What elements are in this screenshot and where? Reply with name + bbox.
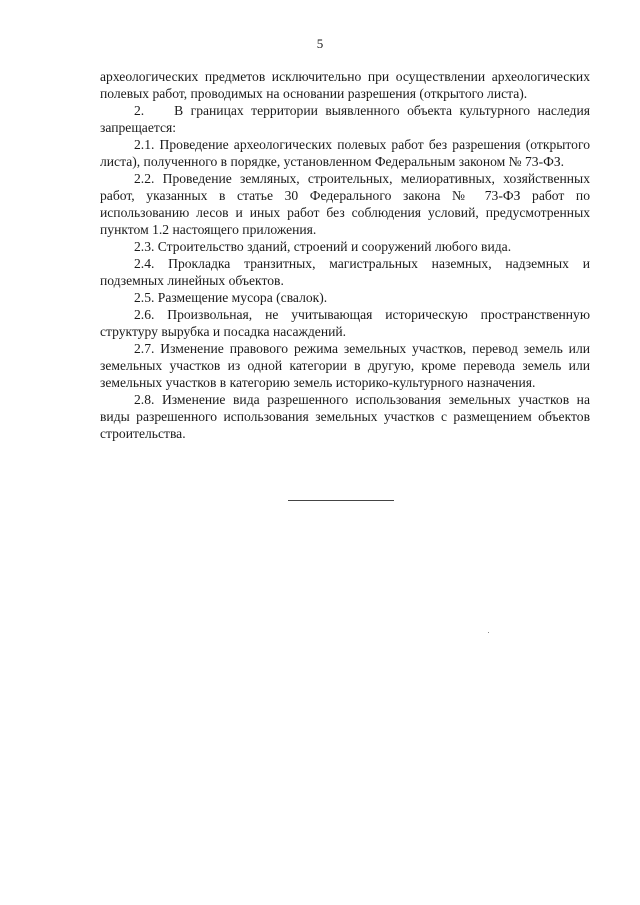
end-divider-line (288, 500, 394, 501)
paragraph-item-2-6: 2.6. Произвольная, не учитывающая историческую пространственную структуру вырубка и посадка насаждений. (100, 307, 590, 339)
page-number: 5 (316, 36, 324, 51)
paragraph-item-2-7: 2.7. Изменение правового режима земельных участков, перевод земель или земельных участков из одной категории в другую, кроме перевода земель или земельных участков в категорию земель историко-культурного назначения. (100, 341, 590, 390)
paragraph-item-2-3: 2.3. Строительство зданий, строений и сооружений любого вида. (134, 239, 512, 254)
scan-speck (488, 632, 489, 633)
paragraph-item-2: 2. В границах территории выявленного объекта культурного наследия запрещается: (100, 103, 590, 135)
paragraph-item-2-1: 2.1. Проведение археологических полевых работ без разрешения (открытого листа), полученного в порядке, установленном Федеральным законом № 73-ФЗ. (100, 137, 590, 169)
paragraph-continuation: археологических предметов исключительно при осуществлении археологических полевых работ, проводимых на основании разрешения (открытого листа). (100, 69, 590, 101)
paragraph-item-2-2: 2.2. Проведение земляных, строительных, мелиоративных, хозяйственных работ, указанных в статье 30 Федерального закона № 73-ФЗ работ по использованию лесов и иных работ без соблюдения условий, предусмотренных пунктом 1.2 настоящего приложения. (100, 171, 590, 237)
paragraph-item-2-5: 2.5. Размещение мусора (свалок). (134, 290, 328, 305)
paragraph-item-2-4: 2.4. Прокладка транзитных, магистральных наземных, надземных и подземных линейных объектов. (100, 256, 590, 288)
document-body (100, 68, 590, 442)
paragraph-item-2-8: 2.8. Изменение вида разрешенного использования земельных участков на виды разрешенного использования земельных участков с размещением объектов строительства. (100, 392, 590, 441)
